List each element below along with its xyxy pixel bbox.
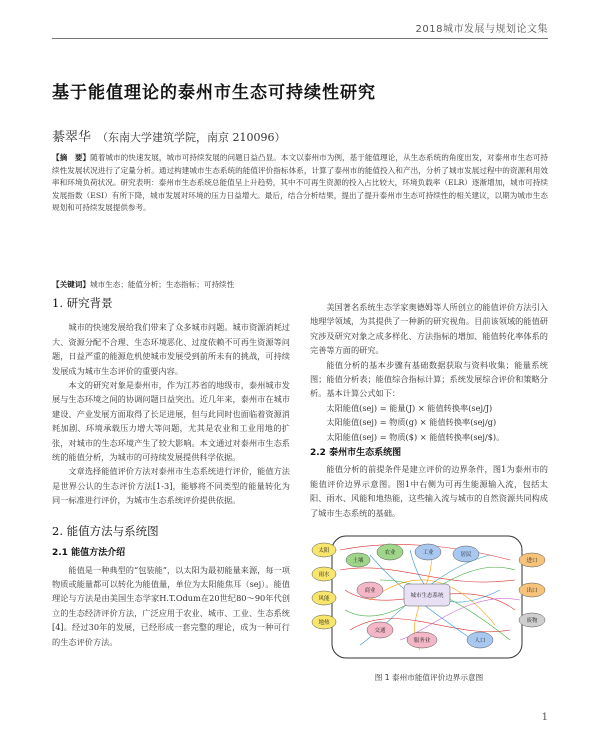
formula-money: 太阳能值(sej) = 物质($) × 能值转换率(sej/$)。 xyxy=(326,431,505,442)
svg-text:废物: 废物 xyxy=(526,618,538,624)
diagram-node xyxy=(312,567,336,581)
formula-material: 太阳能值(sej) = 物质(g) × 能值转换率(sej/g) xyxy=(326,417,497,428)
author-line xyxy=(52,126,286,145)
svg-text:地热: 地热 xyxy=(318,620,330,626)
section-2-2-heading: 2.2 泰州市生态系统图 xyxy=(310,448,402,459)
page-number: 1 xyxy=(541,712,548,723)
author-affiliation: （东南大学建筑学院，南京 210096） xyxy=(97,131,286,144)
svg-text:城市生态系统: 城市生态系统 xyxy=(410,593,444,599)
section-1-paragraph-3: 文章选择能值评价方法对泰州市生态系统进行评价，能值方法是世界公认的生态评价方法[1-3]，能够将不同类型的能量转化为同一标准进行评价，为城市生态系统评价提供依据。 xyxy=(52,466,290,506)
diagram-node xyxy=(519,613,545,627)
section-1-paragraph-2: 本文的研究对象是泰州市，作为江苏省的地级市，泰州城市发展与生态环境之间的协调问题日益突出。近几年来，泰州市在城市建设、产业发展方面取得了长足进展，但与此同时也面临着资源消耗加剧、环境承载压力增大等问题，尤其是农业和工业用地的扩张，对城市的生态环境产生了较大影响。本文通过对泰州市生态系统的能值分析，为城市的可持续发展提供科学依据。 xyxy=(52,380,290,463)
diagram-node xyxy=(346,553,370,567)
svg-text:人口: 人口 xyxy=(474,638,486,644)
svg-text:商业: 商业 xyxy=(364,588,376,594)
diagram-node xyxy=(404,584,450,606)
diagram-node xyxy=(467,632,493,648)
svg-text:太阳: 太阳 xyxy=(318,548,330,554)
header-divider xyxy=(52,38,548,39)
diagram-node xyxy=(357,582,383,598)
diagram-node xyxy=(415,544,441,560)
section-2-heading: 2. 能值方法与系统图 xyxy=(52,523,159,538)
diagram-node xyxy=(377,544,403,560)
keywords-label: 【关键词】 xyxy=(52,280,90,289)
abstract-block xyxy=(52,152,548,215)
diagram-node xyxy=(367,622,393,638)
abstract-text: 随着城市的快速发展，城市可持续发展的问题日益凸显。本文以泰州市为例，基于能值理论，从生态系统的角度出发，对泰州市生态可持续性发展状况进行了定量分析。通过构建城市生态系统的能值评价指标体系，计算了泰州市的能值投入和产出，分析了城市发展过程中的资源利用效率和环境负荷状况。研究表明：泰州市生态系统总能值呈上升趋势，其中不可再生资源的投入占比较大，环境负载率（ELR）逐渐增加，城市可持续发展指数（ESI）有所下降，城市发展对环境的压力日益增大。最后，结合分析结果，提出了提升泰州市生态可持续性的相关建议，以期为城市生态规划和可持续发展提供参考。 xyxy=(52,153,548,213)
diagram-node xyxy=(312,615,336,629)
section-2-1-paragraph-3: 能值分析的基本步骤有基础数据获取与资料收集；能量系统图；能值分析表；能值综合指标计算；系统发展综合评价和策略分析。基本计算公式如下： xyxy=(310,359,548,399)
section-2-2-paragraph-1: 能值分析的前提条件是建立评价的边界条件，图1为泰州市的能值评价边界示意图。图1中右侧为可再生能源输入流，包括太阳、雨水、风能和地热能，这些输入流与城市的自然资源共同构成了城市生态系统的基础。 xyxy=(310,464,548,518)
svg-text:出口: 出口 xyxy=(526,588,538,594)
svg-text:农业: 农业 xyxy=(384,550,396,556)
section-2-1-paragraph-1: 能值是一种典型的“包装能”，以太阳为最初能量来源，每一项物质或能量都可以转化为能值量，单位为太阳能焦耳（sej）。能值理论与方法是由美国生态学家H.T.Odum在20世纪80～90年代创立的生态经济评价方法，广泛应用于农业、城市、工业、生态系统[4]。经过30年的发展，已经形成一套完整的理论，成为一种可行的生态评价方法。 xyxy=(52,564,290,647)
author-name: 綦翠华 xyxy=(52,130,92,145)
right-column xyxy=(310,300,548,520)
diagram-node xyxy=(312,591,336,605)
keywords-text: 城市生态；能值分析；生态指标；可持续性 xyxy=(89,280,235,289)
svg-text:雨水: 雨水 xyxy=(318,572,330,578)
diagram-node xyxy=(519,553,545,567)
diagram-node xyxy=(519,583,545,597)
svg-text:居民: 居民 xyxy=(460,552,472,558)
abstract-label: 【摘 要】 xyxy=(52,153,91,162)
diagram-node xyxy=(453,546,479,562)
energy-system-diagram xyxy=(310,530,548,665)
paper-title: 基于能值理论的泰州市生态可持续性研究 xyxy=(52,83,376,103)
section-2-1-paragraph-2: 美国著名系统生态学家奥德姆等人所创立的能值评价方法引入地理学领域，为其提供了一种新的研究视角。目前该领域的能值研究涉及研究对象之成多样化、方法指标的增加、能值转化率体系的完善等方面的研究。 xyxy=(310,302,548,356)
journal-header: 2018城市发展与规划论文集 xyxy=(415,24,548,35)
left-column xyxy=(52,296,290,649)
svg-text:交通: 交通 xyxy=(374,628,386,634)
diagram-node xyxy=(407,632,437,648)
svg-text:风能: 风能 xyxy=(318,596,330,602)
svg-text:服务业: 服务业 xyxy=(413,638,431,644)
svg-text:土壤: 土壤 xyxy=(352,558,364,564)
diagram-node xyxy=(312,543,336,557)
svg-text:工业: 工业 xyxy=(422,550,434,556)
keywords-block xyxy=(52,279,548,290)
section-2-1-heading: 2.1 能值方法介绍 xyxy=(52,548,126,559)
section-1-paragraph-1: 城市的快速发展给我们带来了众多城市问题。城市资源消耗过大、资源分配不合理、生态环境恶化、过度依赖不可再生资源等问题，日益严重的能源危机使城市发展受到前所未有的挑战，可持续发展成为城市生态评价的重要内容。 xyxy=(52,322,290,376)
figure-caption: 图 1 泰州市能值评价边界示意图 xyxy=(374,673,484,682)
svg-text:进口: 进口 xyxy=(526,558,538,564)
section-1-heading: 1. 研究背景 xyxy=(52,296,113,310)
formula-energy: 太阳能值(sej) = 能量(J) × 能值转换率(sej/J) xyxy=(326,402,493,413)
